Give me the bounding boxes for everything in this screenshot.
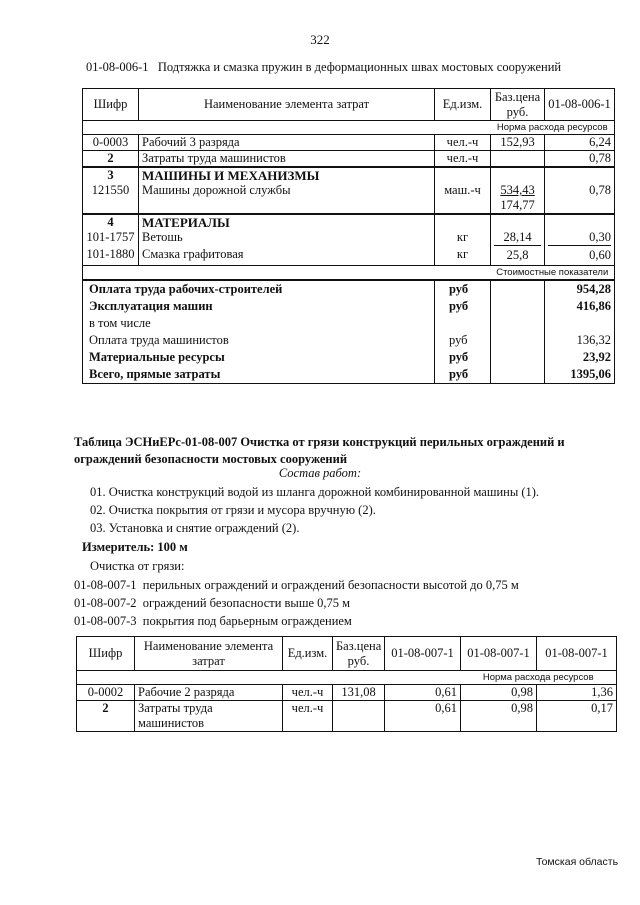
cost-label-row — [83, 266, 615, 281]
header-cipher: Шифр — [77, 637, 135, 671]
header-base-price: Баз.цена руб. — [491, 89, 545, 121]
table1-code: 01-08-006-1 — [86, 60, 149, 74]
row-value-1: 0,61 — [385, 701, 461, 732]
row-value-3: 1,36 — [537, 685, 617, 701]
row-price: 152,93 — [491, 135, 545, 151]
row-code: 2 — [77, 701, 135, 732]
header-base-price: Баз.цена руб. — [333, 637, 385, 671]
row-value: 0,78 — [545, 151, 615, 168]
row-unit: чел.-ч — [283, 685, 333, 701]
section-code: 4 101-1757 101-1880 — [83, 214, 139, 266]
table2-header-row — [77, 637, 617, 671]
page-number: 322 — [310, 32, 330, 47]
cost-units: руб руб руб руб руб — [435, 280, 491, 384]
clean-label: Очистка от грязи: — [90, 559, 185, 573]
header-name: Наименование элемента затрат — [139, 89, 435, 121]
cost-label: Стоимостные показатели — [491, 266, 615, 281]
section-unit: кг кг — [435, 214, 491, 266]
header-name: Наименование элемента затрат — [135, 637, 283, 671]
table1-title — [86, 60, 561, 75]
section-code: 3 121550 — [83, 167, 139, 214]
row-code: 0-0003 — [83, 135, 139, 151]
table1-header-row — [83, 89, 615, 121]
resource-table-2 — [76, 636, 617, 732]
row-code: 2 — [83, 151, 139, 168]
row-unit: чел.-ч — [435, 135, 491, 151]
variant-line: 01-08-007-1 перильных ограждений и ограждений безопасности высотой до 0,75 м — [74, 578, 519, 592]
variant-line: 01-08-007-2 ограждений безопасности выше 0,75 м — [74, 596, 351, 610]
section-value: 0,78 — [545, 167, 615, 214]
norm-label-row — [77, 671, 617, 685]
header-code-col-1: 01-08-007-1 — [385, 637, 461, 671]
cost-names: Оплата труда рабочих-строителей Эксплуатация машин в том числе Оплата труда машинистов Материальные ресурсы Всего, прямые затраты — [83, 280, 435, 384]
row-code: 0-0002 — [77, 685, 135, 701]
section-name: МАШИНЫ И МЕХАНИЗМЫ Машины дорожной службы — [139, 167, 435, 214]
row-name: Рабочие 2 разряда — [135, 685, 283, 701]
row-name: Затраты труда машинистов — [135, 701, 283, 732]
section-price: 534,43 174,77 — [491, 167, 545, 214]
row-price: 131,08 — [333, 685, 385, 701]
row-name: Рабочий 3 разряда — [139, 135, 435, 151]
section-machines-row — [83, 167, 615, 214]
meter-label: Измеритель: 100 м — [82, 540, 188, 554]
work-item: 02. Очистка покрытия от грязи и мусора вручную (2). — [90, 503, 376, 517]
row-price — [491, 151, 545, 168]
work-item: 03. Установка и снятие ограждений (2). — [90, 521, 300, 535]
header-code-col: 01-08-006-1 — [545, 89, 615, 121]
row-value-2: 0,98 — [461, 685, 537, 701]
norm-label: Норма расхода ресурсов — [461, 671, 617, 685]
section-value: 0,30 0,60 — [545, 214, 615, 266]
row-name: Затраты труда машинистов — [139, 151, 435, 168]
variant-line: 01-08-007-3 покрытия под барьерным ограждением — [74, 614, 352, 628]
section-price: 28,14 25,8 — [491, 214, 545, 266]
table-row — [77, 701, 617, 732]
cost-values: 954,28 416,86 136,32 23,92 1395,06 — [545, 280, 615, 384]
norm-label-row — [83, 121, 615, 135]
row-value: 6,24 — [545, 135, 615, 151]
table2-title: Таблица ЭСНиЕРс-01-08-007 Очистка от грязи конструкций перильных ограждений и ограждений безопасности мостовых сооружений — [74, 435, 565, 466]
cost-empty — [491, 280, 545, 384]
header-unit: Ед.изм. — [435, 89, 491, 121]
section-unit: маш.-ч — [435, 167, 491, 214]
row-price — [333, 701, 385, 732]
table-row — [83, 135, 615, 151]
work-composition-label: Состав работ: — [278, 466, 362, 480]
header-code-col-2: 01-08-007-1 — [461, 637, 537, 671]
section-materials-row — [83, 214, 615, 266]
row-value-1: 0,61 — [385, 685, 461, 701]
row-value-3: 0,17 — [537, 701, 617, 732]
row-value-2: 0,98 — [461, 701, 537, 732]
footer-region: Томская область — [536, 856, 619, 868]
cost-rows — [83, 280, 615, 384]
table-row — [77, 685, 617, 701]
header-unit: Ед.изм. — [283, 637, 333, 671]
header-cipher: Шифр — [83, 89, 139, 121]
resource-table-1 — [82, 88, 615, 384]
row-unit: чел.-ч — [283, 701, 333, 732]
row-unit: чел.-ч — [435, 151, 491, 168]
header-code-col-3: 01-08-007-1 — [537, 637, 617, 671]
table1-title-text: Подтяжка и смазка пружин в деформационных швах мостовых сооружений — [157, 60, 562, 74]
section-name: МАТЕРИАЛЫ Ветошь Смазка графитовая — [139, 214, 435, 266]
norm-label: Норма расхода ресурсов — [491, 121, 615, 135]
table-row — [83, 151, 615, 168]
work-item: 01. Очистка конструкций водой из шланга дорожной комбинированной машины (1). — [90, 485, 540, 499]
